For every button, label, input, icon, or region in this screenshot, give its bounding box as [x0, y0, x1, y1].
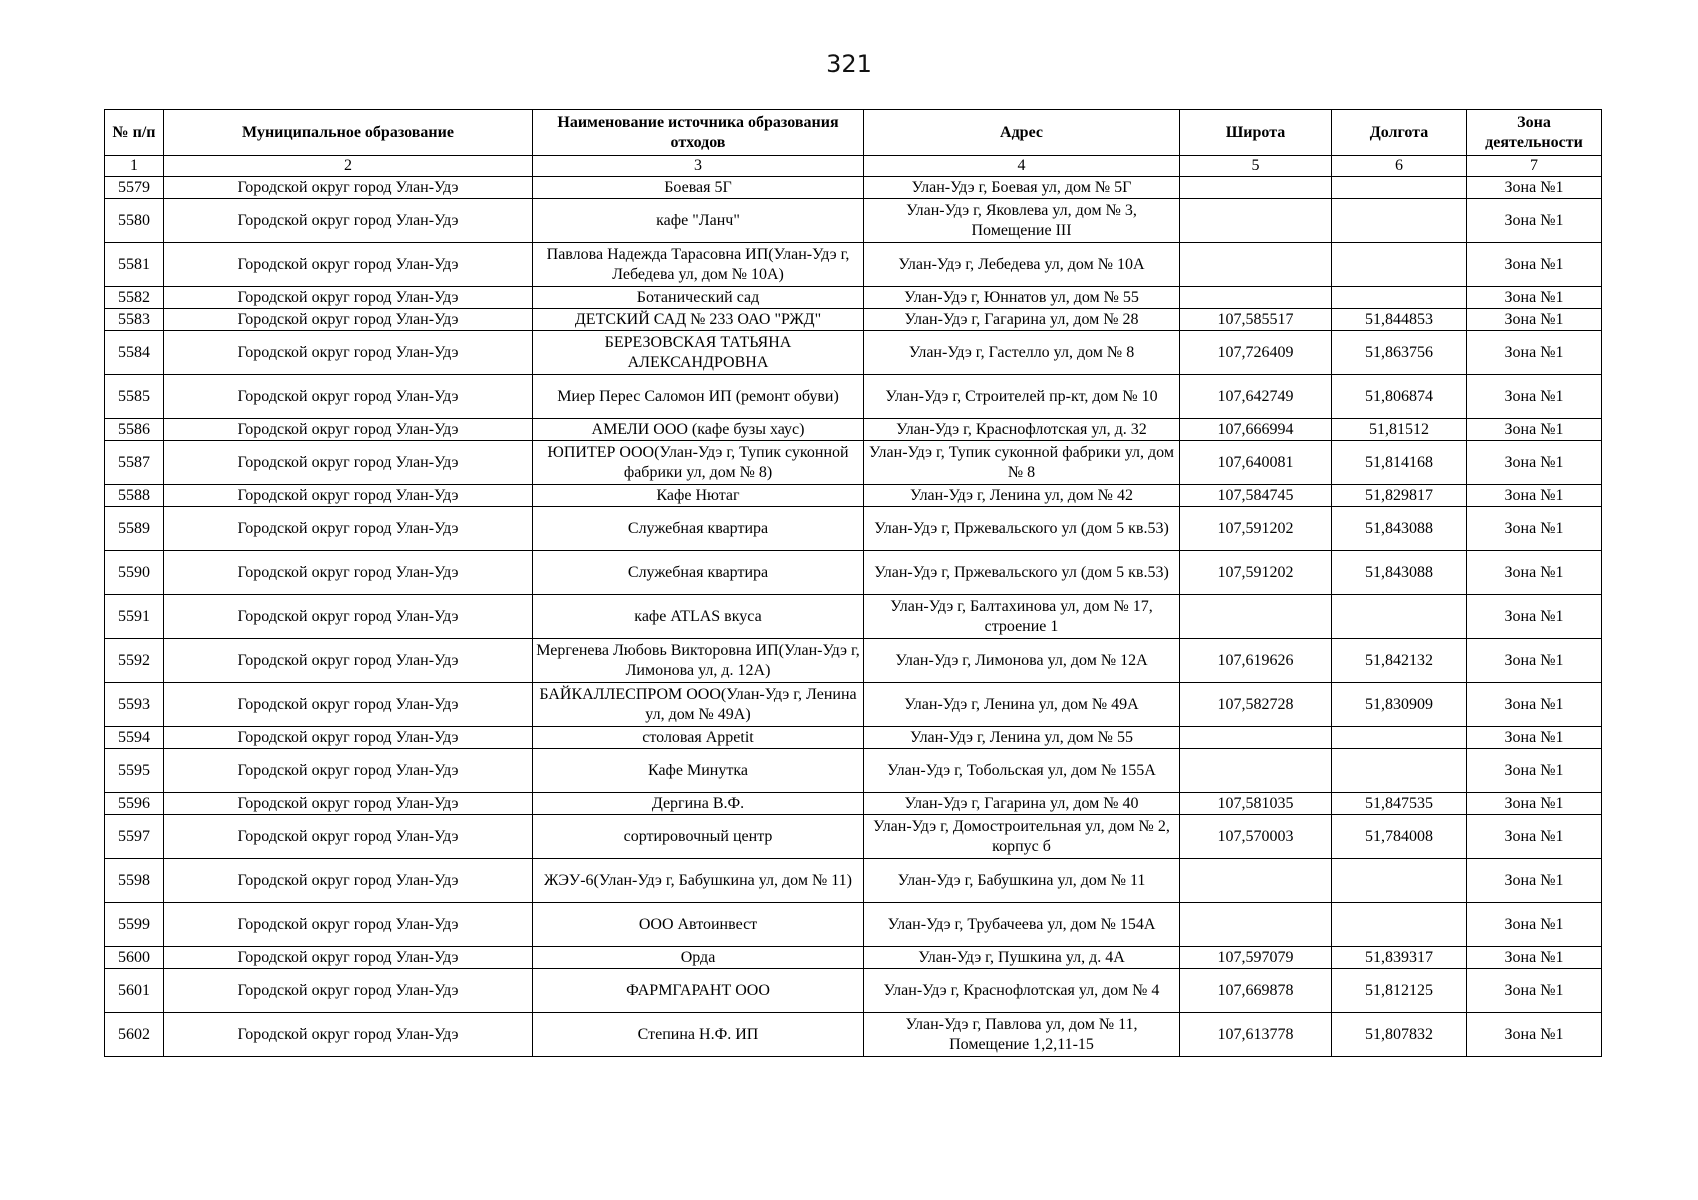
latitude-cell: 107,584745 [1180, 485, 1332, 507]
zone-cell: Зона №1 [1467, 287, 1602, 309]
address-cell: Улан-Удэ г, Домостроительная ул, дом № 2, корпус б [864, 815, 1180, 859]
address-cell: Улан-Удэ г, Ленина ул, дом № 55 [864, 727, 1180, 749]
longitude-cell [1332, 903, 1467, 947]
table-body [105, 177, 1602, 1057]
row-number-cell: 5588 [105, 485, 164, 507]
municipality-cell: Городской округ город Улан-Удэ [164, 441, 533, 485]
header-cell-longitude: Долгота [1332, 110, 1467, 156]
latitude-cell: 107,619626 [1180, 639, 1332, 683]
table-row [105, 969, 1602, 1013]
row-number-cell: 5599 [105, 903, 164, 947]
table-row [105, 419, 1602, 441]
table-row [105, 551, 1602, 595]
longitude-cell [1332, 749, 1467, 793]
address-cell: Улан-Удэ г, Яковлева ул, дом № 3, Помещение III [864, 199, 1180, 243]
address-cell: Улан-Удэ г, Пржевальского ул (дом 5 кв.53) [864, 551, 1180, 595]
row-number-cell: 5586 [105, 419, 164, 441]
table-row [105, 727, 1602, 749]
zone-cell: Зона №1 [1467, 375, 1602, 419]
address-cell: Улан-Удэ г, Павлова ул, дом № 11, Помещение 1,2,11-15 [864, 1013, 1180, 1057]
source-name-cell: Мергенева Любовь Викторовна ИП(Улан-Удэ г, Лимонова ул, д. 12А) [533, 639, 864, 683]
latitude-cell [1180, 749, 1332, 793]
zone-cell: Зона №1 [1467, 595, 1602, 639]
source-name-cell: Миер Перес Саломон ИП (ремонт обуви) [533, 375, 864, 419]
longitude-cell [1332, 199, 1467, 243]
source-name-cell: Боевая 5Г [533, 177, 864, 199]
table-row [105, 199, 1602, 243]
longitude-cell: 51,863756 [1332, 331, 1467, 375]
zone-cell: Зона №1 [1467, 969, 1602, 1013]
municipality-cell: Городской округ город Улан-Удэ [164, 1013, 533, 1057]
address-cell: Улан-Удэ г, Пушкина ул, д. 4А [864, 947, 1180, 969]
latitude-cell: 107,582728 [1180, 683, 1332, 727]
source-name-cell: БАЙКАЛЛЕСПРОМ ООО(Улан-Удэ г, Ленина ул, дом № 49А) [533, 683, 864, 727]
zone-cell: Зона №1 [1467, 331, 1602, 375]
municipality-cell: Городской округ город Улан-Удэ [164, 727, 533, 749]
latitude-cell: 107,570003 [1180, 815, 1332, 859]
source-name-cell: ДЕТСКИЙ САД № 233 ОАО "РЖД" [533, 309, 864, 331]
row-number-cell: 5590 [105, 551, 164, 595]
latitude-cell: 107,669878 [1180, 969, 1332, 1013]
longitude-cell [1332, 243, 1467, 287]
table-row [105, 595, 1602, 639]
header-cell-latitude: Широта [1180, 110, 1332, 156]
address-cell: Улан-Удэ г, Ленина ул, дом № 42 [864, 485, 1180, 507]
table-row [105, 859, 1602, 903]
row-number-cell: 5602 [105, 1013, 164, 1057]
table-row [105, 903, 1602, 947]
source-name-cell: Ботанический сад [533, 287, 864, 309]
longitude-cell [1332, 595, 1467, 639]
table-row [105, 749, 1602, 793]
municipality-cell: Городской округ город Улан-Удэ [164, 551, 533, 595]
longitude-cell: 51,844853 [1332, 309, 1467, 331]
latitude-cell [1180, 903, 1332, 947]
latitude-cell: 107,666994 [1180, 419, 1332, 441]
address-cell: Улан-Удэ г, Трубачеева ул, дом № 154А [864, 903, 1180, 947]
row-number-cell: 5585 [105, 375, 164, 419]
municipality-cell: Городской округ город Улан-Удэ [164, 815, 533, 859]
table-row [105, 793, 1602, 815]
row-number-cell: 5596 [105, 793, 164, 815]
zone-cell: Зона №1 [1467, 551, 1602, 595]
address-cell: Улан-Удэ г, Юннатов ул, дом № 55 [864, 287, 1180, 309]
zone-cell: Зона №1 [1467, 793, 1602, 815]
table-row [105, 1013, 1602, 1057]
source-name-cell: сортировочный центр [533, 815, 864, 859]
municipality-cell: Городской округ город Улан-Удэ [164, 177, 533, 199]
header-cell-source: Наименование источника образования отходов [533, 110, 864, 156]
municipality-cell: Городской округ город Улан-Удэ [164, 419, 533, 441]
municipality-cell: Городской округ город Улан-Удэ [164, 859, 533, 903]
longitude-cell [1332, 727, 1467, 749]
municipality-cell: Городской округ город Улан-Удэ [164, 199, 533, 243]
zone-cell: Зона №1 [1467, 639, 1602, 683]
header-cell-address: Адрес [864, 110, 1180, 156]
municipality-cell: Городской округ город Улан-Удэ [164, 287, 533, 309]
zone-cell: Зона №1 [1467, 859, 1602, 903]
source-name-cell: кафе "Ланч" [533, 199, 864, 243]
address-cell: Улан-Удэ г, Ленина ул, дом № 49А [864, 683, 1180, 727]
column-number: 4 [864, 156, 1180, 177]
row-number-cell: 5600 [105, 947, 164, 969]
zone-cell: Зона №1 [1467, 903, 1602, 947]
table-row [105, 331, 1602, 375]
column-number: 3 [533, 156, 864, 177]
latitude-cell [1180, 595, 1332, 639]
table-row [105, 947, 1602, 969]
longitude-cell [1332, 177, 1467, 199]
row-number-cell: 5597 [105, 815, 164, 859]
row-number-cell: 5589 [105, 507, 164, 551]
zone-cell: Зона №1 [1467, 485, 1602, 507]
source-name-cell: Орда [533, 947, 864, 969]
latitude-cell: 107,613778 [1180, 1013, 1332, 1057]
row-number-cell: 5598 [105, 859, 164, 903]
latitude-cell: 107,591202 [1180, 551, 1332, 595]
waste-sources-table [104, 109, 1602, 1057]
municipality-cell: Городской округ город Улан-Удэ [164, 749, 533, 793]
address-cell: Улан-Удэ г, Балтахинова ул, дом № 17, строение 1 [864, 595, 1180, 639]
longitude-cell: 51,847535 [1332, 793, 1467, 815]
latitude-cell: 107,591202 [1180, 507, 1332, 551]
column-number: 1 [105, 156, 164, 177]
row-number-cell: 5594 [105, 727, 164, 749]
municipality-cell: Городской округ город Улан-Удэ [164, 639, 533, 683]
municipality-cell: Городской округ город Улан-Удэ [164, 485, 533, 507]
row-number-cell: 5592 [105, 639, 164, 683]
latitude-cell: 107,581035 [1180, 793, 1332, 815]
table-row [105, 485, 1602, 507]
latitude-cell [1180, 859, 1332, 903]
source-name-cell: Кафе Минутка [533, 749, 864, 793]
address-cell: Улан-Удэ г, Тобольская ул, дом № 155А [864, 749, 1180, 793]
latitude-cell [1180, 727, 1332, 749]
header-row [105, 110, 1602, 156]
zone-cell: Зона №1 [1467, 507, 1602, 551]
longitude-cell: 51,807832 [1332, 1013, 1467, 1057]
latitude-cell [1180, 243, 1332, 287]
header-cell-number: № п/п [105, 110, 164, 156]
table-row [105, 375, 1602, 419]
zone-cell: Зона №1 [1467, 243, 1602, 287]
address-cell: Улан-Удэ г, Гагарина ул, дом № 28 [864, 309, 1180, 331]
latitude-cell [1180, 287, 1332, 309]
latitude-cell: 107,642749 [1180, 375, 1332, 419]
table-row [105, 507, 1602, 551]
source-name-cell: Павлова Надежда Тарасовна ИП(Улан-Удэ г, Лебедева ул, дом № 10А) [533, 243, 864, 287]
zone-cell: Зона №1 [1467, 309, 1602, 331]
municipality-cell: Городской округ город Улан-Удэ [164, 507, 533, 551]
source-name-cell: ООО Автоинвест [533, 903, 864, 947]
source-name-cell: столовая Appetit [533, 727, 864, 749]
row-number-cell: 5581 [105, 243, 164, 287]
zone-cell: Зона №1 [1467, 1013, 1602, 1057]
longitude-cell: 51,843088 [1332, 507, 1467, 551]
zone-cell: Зона №1 [1467, 419, 1602, 441]
source-name-cell: Служебная квартира [533, 507, 864, 551]
source-name-cell: Служебная квартира [533, 551, 864, 595]
municipality-cell: Городской округ город Улан-Удэ [164, 947, 533, 969]
latitude-cell: 107,585517 [1180, 309, 1332, 331]
address-cell: Улан-Удэ г, Краснофлотская ул, дом № 4 [864, 969, 1180, 1013]
address-cell: Улан-Удэ г, Лимонова ул, дом № 12А [864, 639, 1180, 683]
municipality-cell: Городской округ город Улан-Удэ [164, 793, 533, 815]
municipality-cell: Городской округ город Улан-Удэ [164, 331, 533, 375]
row-number-cell: 5593 [105, 683, 164, 727]
source-name-cell: ФАРМГАРАНТ ООО [533, 969, 864, 1013]
column-number: 7 [1467, 156, 1602, 177]
address-cell: Улан-Удэ г, Гастелло ул, дом № 8 [864, 331, 1180, 375]
latitude-cell: 107,597079 [1180, 947, 1332, 969]
source-name-cell: Степина Н.Ф. ИП [533, 1013, 864, 1057]
table-row [105, 441, 1602, 485]
latitude-cell: 107,726409 [1180, 331, 1332, 375]
longitude-cell: 51,806874 [1332, 375, 1467, 419]
municipality-cell: Городской округ город Улан-Удэ [164, 375, 533, 419]
address-cell: Улан-Удэ г, Краснофлотская ул, д. 32 [864, 419, 1180, 441]
zone-cell: Зона №1 [1467, 441, 1602, 485]
source-name-cell: ЮПИТЕР ООО(Улан-Удэ г, Тупик суконной фабрики ул, дом № 8) [533, 441, 864, 485]
longitude-cell: 51,814168 [1332, 441, 1467, 485]
zone-cell: Зона №1 [1467, 947, 1602, 969]
longitude-cell: 51,842132 [1332, 639, 1467, 683]
column-number: 6 [1332, 156, 1467, 177]
address-cell: Улан-Удэ г, Пржевальского ул (дом 5 кв.53) [864, 507, 1180, 551]
row-number-cell: 5584 [105, 331, 164, 375]
row-number-cell: 5591 [105, 595, 164, 639]
row-number-cell: 5595 [105, 749, 164, 793]
source-name-cell: БЕРЕЗОВСКАЯ ТАТЬЯНА АЛЕКСАНДРОВНА [533, 331, 864, 375]
table-row [105, 177, 1602, 199]
latitude-cell: 107,640081 [1180, 441, 1332, 485]
column-number: 5 [1180, 156, 1332, 177]
source-name-cell: Дергина В.Ф. [533, 793, 864, 815]
row-number-cell: 5580 [105, 199, 164, 243]
address-cell: Улан-Удэ г, Боевая ул, дом № 5Г [864, 177, 1180, 199]
latitude-cell [1180, 199, 1332, 243]
longitude-cell: 51,843088 [1332, 551, 1467, 595]
longitude-cell: 51,81512 [1332, 419, 1467, 441]
table-row [105, 287, 1602, 309]
zone-cell: Зона №1 [1467, 177, 1602, 199]
table-row [105, 309, 1602, 331]
municipality-cell: Городской округ город Улан-Удэ [164, 309, 533, 331]
municipality-cell: Городской округ город Улан-Удэ [164, 969, 533, 1013]
longitude-cell [1332, 859, 1467, 903]
source-name-cell: АМЕЛИ ООО (кафе бузы хаус) [533, 419, 864, 441]
row-number-cell: 5601 [105, 969, 164, 1013]
address-cell: Улан-Удэ г, Бабушкина ул, дом № 11 [864, 859, 1180, 903]
municipality-cell: Городской округ город Улан-Удэ [164, 903, 533, 947]
table-row [105, 815, 1602, 859]
municipality-cell: Городской округ город Улан-Удэ [164, 595, 533, 639]
zone-cell: Зона №1 [1467, 683, 1602, 727]
header-cell-zone: Зона деятельности [1467, 110, 1602, 156]
address-cell: Улан-Удэ г, Тупик суконной фабрики ул, дом № 8 [864, 441, 1180, 485]
row-number-cell: 5579 [105, 177, 164, 199]
table-row [105, 243, 1602, 287]
longitude-cell [1332, 287, 1467, 309]
latitude-cell [1180, 177, 1332, 199]
longitude-cell: 51,829817 [1332, 485, 1467, 507]
longitude-cell: 51,839317 [1332, 947, 1467, 969]
municipality-cell: Городской округ город Улан-Удэ [164, 243, 533, 287]
address-cell: Улан-Удэ г, Гагарина ул, дом № 40 [864, 793, 1180, 815]
longitude-cell: 51,812125 [1332, 969, 1467, 1013]
table-row [105, 683, 1602, 727]
zone-cell: Зона №1 [1467, 749, 1602, 793]
zone-cell: Зона №1 [1467, 815, 1602, 859]
address-cell: Улан-Удэ г, Лебедева ул, дом № 10А [864, 243, 1180, 287]
row-number-cell: 5582 [105, 287, 164, 309]
zone-cell: Зона №1 [1467, 727, 1602, 749]
page-number: 321 [826, 50, 872, 78]
municipality-cell: Городской округ город Улан-Удэ [164, 683, 533, 727]
column-number: 2 [164, 156, 533, 177]
source-name-cell: кафе ATLAS вкуса [533, 595, 864, 639]
zone-cell: Зона №1 [1467, 199, 1602, 243]
source-name-cell: ЖЭУ-6(Улан-Удэ г, Бабушкина ул, дом № 11) [533, 859, 864, 903]
address-cell: Улан-Удэ г, Строителей пр-кт, дом № 10 [864, 375, 1180, 419]
row-number-cell: 5583 [105, 309, 164, 331]
table-row [105, 639, 1602, 683]
row-number-cell: 5587 [105, 441, 164, 485]
column-numbers-row [105, 156, 1602, 177]
header-cell-municipality: Муниципальное образование [164, 110, 533, 156]
longitude-cell: 51,784008 [1332, 815, 1467, 859]
source-name-cell: Кафе Нютаг [533, 485, 864, 507]
longitude-cell: 51,830909 [1332, 683, 1467, 727]
